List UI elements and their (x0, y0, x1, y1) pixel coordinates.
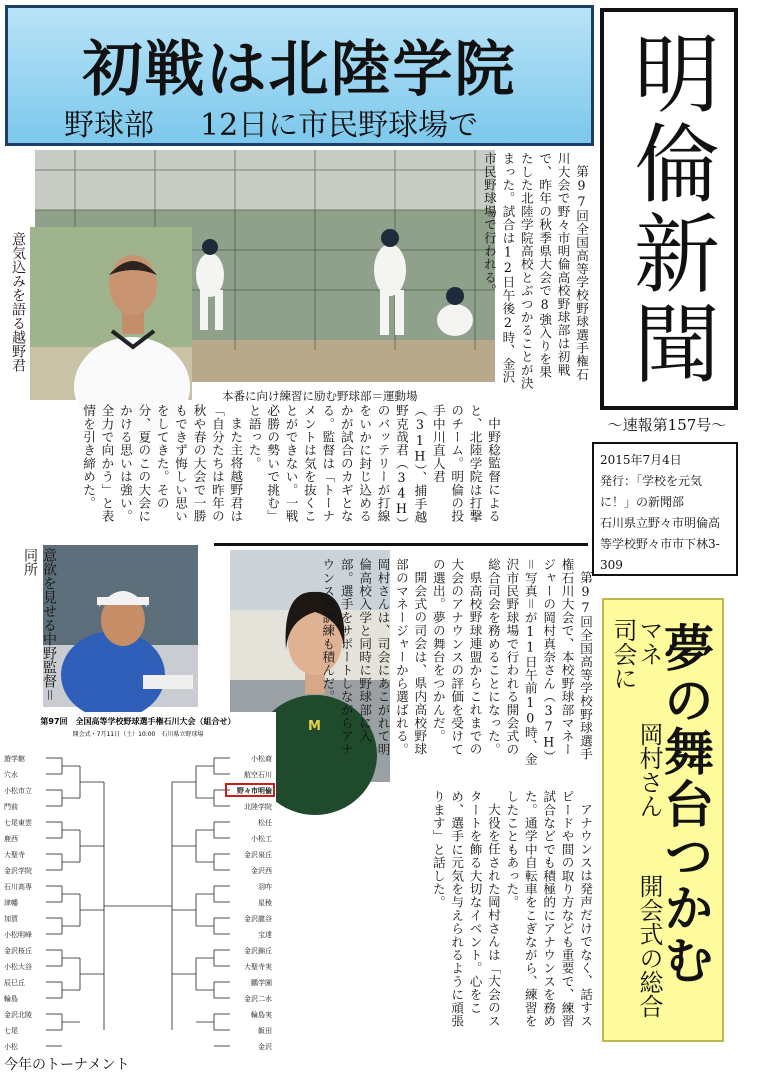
bracket-team-right: 金沢龍谷 (244, 915, 272, 923)
bracket-team-left: 金沢桜丘 (4, 947, 32, 955)
bracket-team-right: 金沢泉丘 (244, 851, 272, 859)
bracket-team-left: 津幡 (4, 899, 18, 907)
bracket-team-right: 大聖寺実 (244, 963, 272, 971)
article1-paragraph-1: 第97回全国高等学校野球選手権石川大会で野々市明倫高校野球部は初戦で、昨年の秋季県大会で8強入りを果たした北陸学院高校とぶつかることが決まった。試合は12日午後2時、金沢市民野球場で行われる。 (481, 152, 589, 390)
bracket-team-right: 野々市明倫 (237, 787, 272, 795)
tournament-title: 第97回 全国高等学校野球選手権石川大会（組合せ） (40, 717, 236, 726)
bracket-team-right: 松任 (258, 819, 272, 827)
article2-paragraph-5: 大役を任された岡村さんは「大会のスタートを飾る大切なイベント。心をこめ、選手に元気を与えられるように頑張ります」と話した。 (430, 790, 501, 1028)
article2-headline-sub (610, 618, 662, 1040)
masthead (600, 8, 738, 410)
bracket-team-left: 七尾東雲 (4, 819, 32, 827)
bracket-team-right: 輪島実 (251, 1011, 272, 1019)
article1-paragraph-3: また主将越野君は「自分たちは昨年の秋や春の大会で一勝もできず悔しい思いをしてきた。その分、夏のこの大会にかける思いは強い。全力で向かう」と表情を引き締めた。 (81, 404, 244, 523)
bracket-chart (0, 712, 276, 1064)
bracket-team-right: 飯田 (258, 1027, 272, 1035)
article2-top (320, 558, 594, 768)
article2-bottom (280, 790, 594, 1030)
article2-paragraph-2: 県高校野球連盟からこれまでの大会のアナウンスの評価を受けての選出。夢の舞台をつかんだ。 (430, 558, 483, 756)
headline-subtitle (64, 100, 478, 144)
bracket-team-left: 小松明峰 (4, 931, 32, 939)
bracket-team-left: 小松市立 (4, 787, 32, 795)
bracket-team-left: 七尾 (4, 1027, 18, 1035)
bracket-team-left: 石川高専 (4, 883, 32, 891)
bracket-team-left: 穴水 (4, 771, 18, 779)
article2-headline (602, 598, 724, 1042)
bracket-team-right: 金沢錦丘 (244, 947, 272, 955)
svg-text:M: M (308, 719, 321, 734)
nakano-photo-caption: 意欲を見せる中野監督＝同所 (22, 548, 57, 702)
koshino-photo (30, 227, 192, 400)
publisher: 発行：「学校を元気に！」の新聞部 (600, 474, 703, 509)
bracket-team-right: 金沢二水 (244, 995, 272, 1003)
headline-sub-detail: 12日に市民野球場で (200, 108, 479, 143)
publication-info (592, 442, 738, 576)
headline-sub-club: 野球部 (64, 108, 154, 143)
masthead-title: 明倫新聞 (619, 29, 719, 389)
bracket-team-right: 小松工 (251, 835, 272, 843)
issue-number: 〜速報第157号〜 (607, 416, 727, 434)
article2-headline-main: 夢の舞台つかむ (656, 622, 714, 986)
bracket-team-left: 辰巳丘 (4, 979, 25, 987)
article2-paragraph-3: 開会式の司会は、県内高校野球部のマネージャーから選ばれる。岡村さんは、司会にあこがれて明倫高校入学と同時に野球部に入部。選手をサポートしながらアナウンスの訓練も積んだ。 (320, 558, 428, 756)
headline-box (5, 5, 594, 146)
article1-lead (481, 152, 590, 390)
article2-paragraph-1: 第97回全国高等学校野球選手権石川大会で、本校野球部マネージャーの岡村真奈さん（37H）＝写真＝が11日午前10時、金沢市民野球場で行われる開会式の総合司会を務めることになった。 (485, 558, 593, 766)
bracket-team-right: 航空石川 (244, 771, 272, 779)
bracket-team-left: 金沢北陵 (4, 1011, 32, 1019)
tournament-caption: 今年のトーナメント (4, 1057, 130, 1073)
article2-paragraph-4: アナウンスは発声だけでなく、話すスピードや間の取り方なども重要で、練習試合などでも積極的にアナウンスを務めた。通学中自転車をこぎながら、練習をしたこともあった。 (504, 790, 593, 1028)
publication-date: 2015年7月4日 (600, 453, 682, 467)
bracket-team-left: 金沢学院 (4, 867, 32, 875)
bracket-team-right: 羽咋 (258, 883, 272, 891)
bracket-team-right: 金沢西 (251, 867, 272, 875)
bracket-team-right: 小松商 (251, 755, 272, 763)
bracket-team-left: 小松大谷 (4, 963, 32, 971)
section-divider (214, 543, 588, 546)
bracket-team-left: 加賀 (4, 915, 18, 923)
bracket-team-left: 遊学館 (4, 755, 25, 763)
article2-headline-side-1: マネ (635, 618, 663, 666)
article1-paragraph-2: 中野稔監督によると、北陸学院は打撃のチーム。明倫の投手中川直人君（31H）、捕手越野克哉君（34H）のバッテリーが打線をいかに封じ込めるかが試合のカギとなる。監督は「トーナメントは気を抜くことができない。一戦必勝の勢いで挑む」と語った。 (246, 404, 501, 530)
koshino-photo-caption: 意気込みを語る越野君 (10, 232, 26, 372)
bracket-team-right: 宝達 (258, 931, 272, 939)
article1-body (30, 404, 502, 534)
headline-title: 初戦は北陸学院 (82, 35, 517, 105)
bracket-team-right: 北陸学院 (244, 803, 272, 811)
bracket-team-left: 大聖寺 (4, 851, 25, 859)
article2-headline-side-3: 開会式の総合司会に (609, 618, 663, 1018)
bracket-team-right: 鵬学園 (251, 979, 272, 987)
practice-photo-caption: 本番に向け練習に励む野球部＝運動場 (222, 389, 418, 403)
bracket-team-left: 鹿西 (4, 835, 18, 843)
bracket-team-right: 星稜 (258, 899, 272, 907)
tournament-info: 開会式・7月11日（土）10:00 石川県立野球場 (72, 731, 204, 738)
bracket-team-left: 小松 (4, 1043, 18, 1051)
nakano-photo (43, 545, 198, 707)
tournament-bracket (0, 712, 276, 1064)
article2-headline-side-2: 岡村さん (635, 722, 663, 818)
bracket-team-left: 門前 (4, 803, 18, 811)
bracket-team-right: 金沢 (258, 1043, 272, 1051)
address: 石川県立野々市明倫高等学校野々市市下林3-309 (600, 516, 721, 572)
bracket-team-left: 輪島 (4, 995, 18, 1003)
